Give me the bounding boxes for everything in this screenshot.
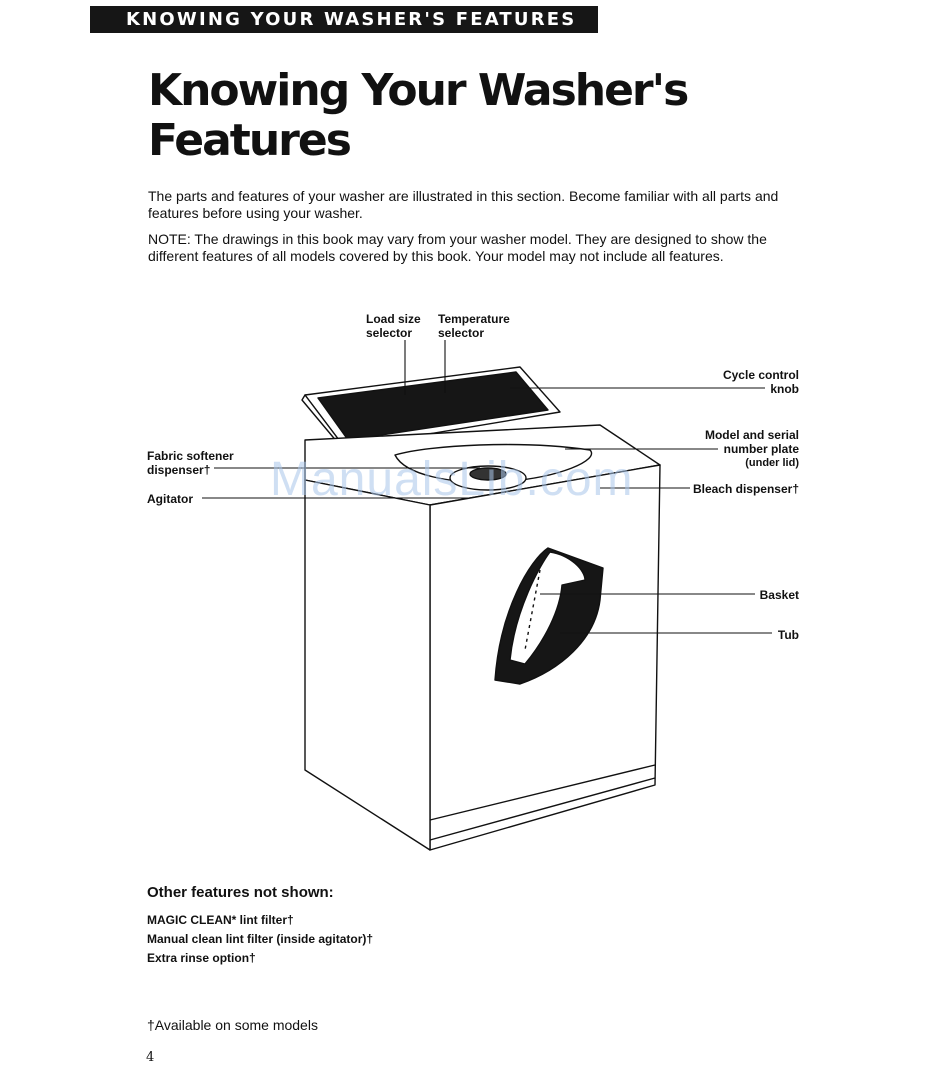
list-item: MAGIC CLEAN* lint filter† bbox=[147, 913, 294, 927]
page-number: 4 bbox=[146, 1050, 155, 1065]
label-cycle-control-knob: Cycle control knob bbox=[722, 368, 799, 396]
other-features-list bbox=[147, 911, 373, 968]
label-temperature-selector: Temperature selector bbox=[438, 312, 510, 340]
label-tub: Tub bbox=[777, 628, 799, 642]
label-load-size-selector: Load size selector bbox=[366, 312, 421, 340]
label-fabric-softener-dispenser: Fabric softener dispenser† bbox=[147, 449, 234, 477]
label-basket: Basket bbox=[759, 588, 799, 602]
footnote: †Available on some models bbox=[147, 1017, 318, 1033]
page-title-line-2: Features bbox=[148, 115, 350, 166]
label-bleach-dispenser: Bleach dispenser† bbox=[692, 482, 799, 496]
cabinet-side bbox=[305, 480, 430, 850]
list-item: Extra rinse option† bbox=[147, 951, 256, 965]
list-item: Manual clean lint filter (inside agitator)† bbox=[147, 932, 374, 946]
intro-paragraph: The parts and features of your washer are illustrated in this section. Become familiar with all parts and features before using your washer. bbox=[148, 188, 779, 221]
label-agitator: Agitator bbox=[147, 492, 193, 506]
other-features-heading: Other features not shown: bbox=[147, 884, 334, 901]
section-header-band: KNOWING YOUR WASHER'S FEATURES bbox=[90, 6, 598, 33]
page-title-line-1: Knowing Your Washer's bbox=[148, 65, 688, 116]
watermark: ManualsLib.com bbox=[270, 453, 634, 506]
label-model-serial-plate: Model and serial number plate (under lid) bbox=[704, 428, 799, 469]
note-paragraph: NOTE: The drawings in this book may vary from your washer model. They are designed to show the different features of all models covered by this book. Your model may not include all features. bbox=[148, 231, 767, 264]
